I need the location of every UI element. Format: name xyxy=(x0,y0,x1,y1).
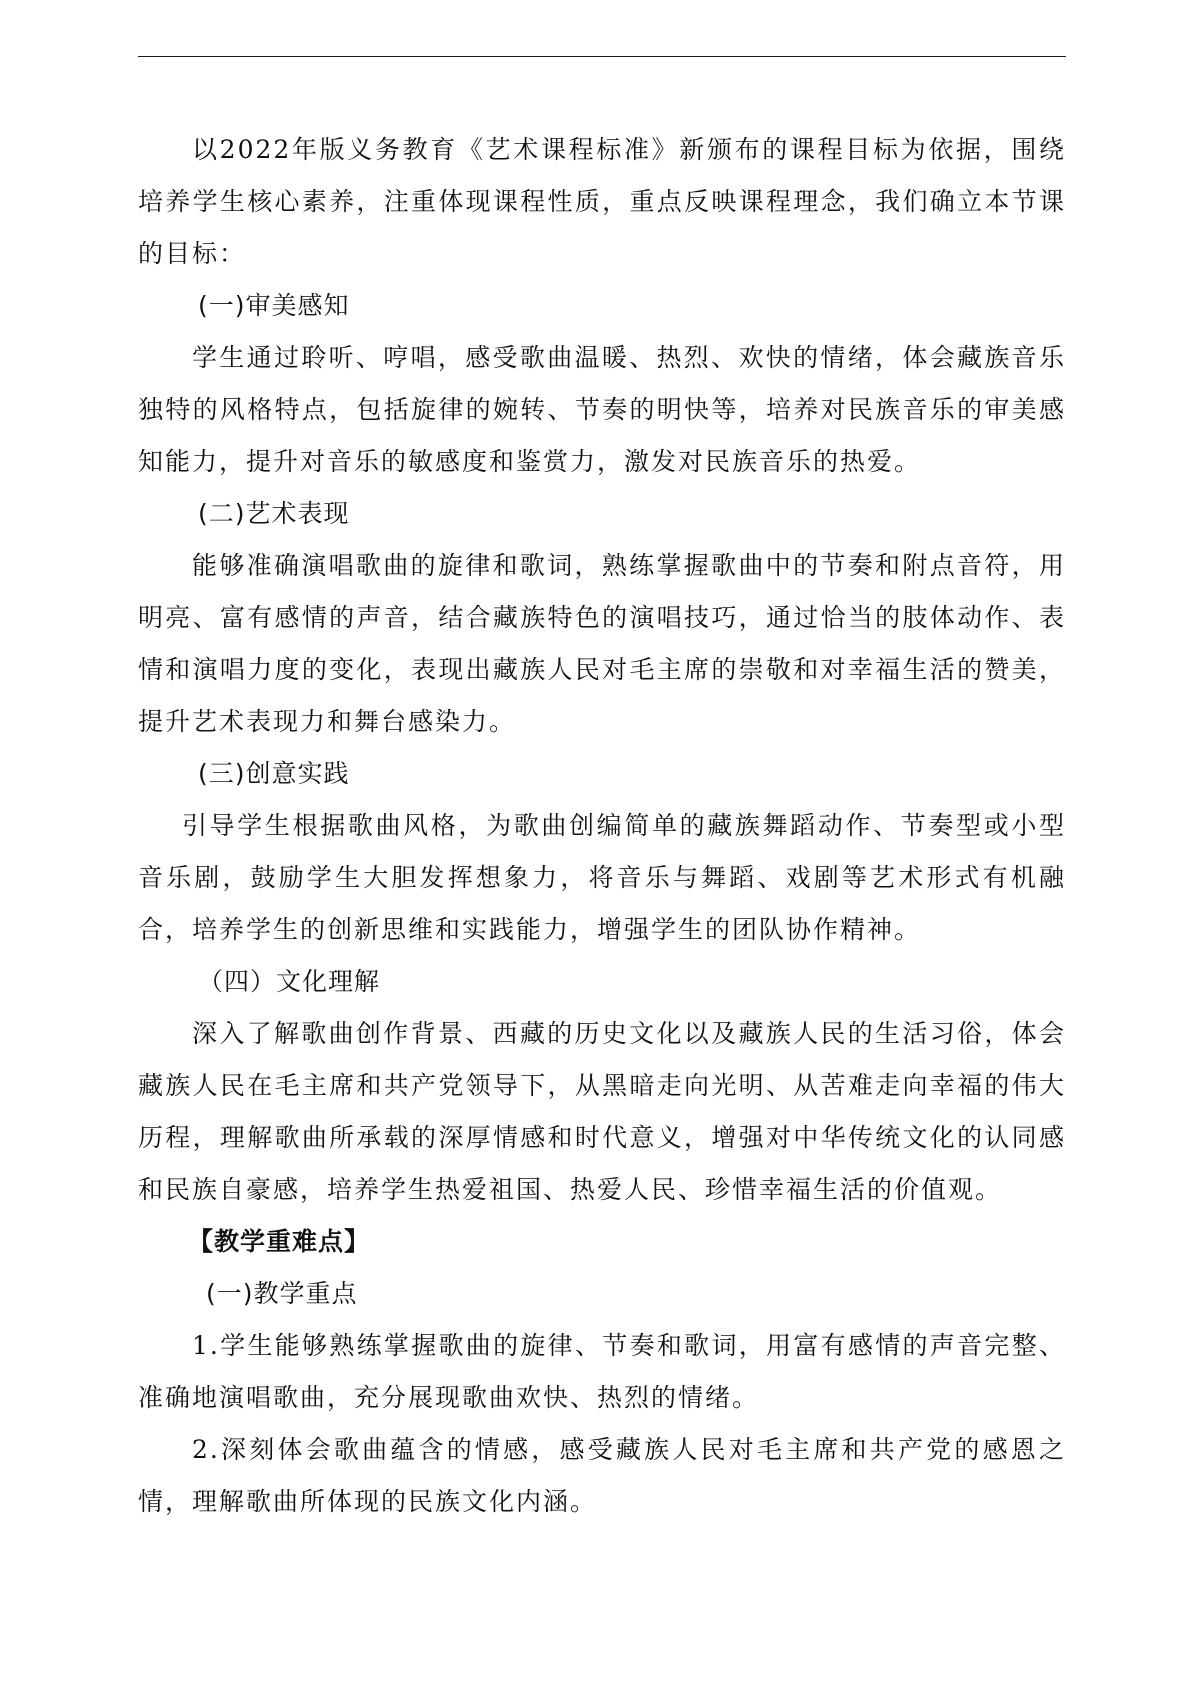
section-body-aesthetic-perception: 学生通过聆听、哼唱，感受歌曲温暖、热烈、欢快的情绪，体会藏族音乐独特的风格特点，包括旋律的婉转、节奏的明快等，培养对民族音乐的审美感知能力，提升对音乐的敏感度和鉴赏力，激发对民族音乐的热爱。 xyxy=(138,343,1066,476)
key-point-item-1: 1.学生能够熟练掌握歌曲的旋律、节奏和歌词，用富有感情的声音完整、准确地演唱歌曲，充分展现歌曲欢快、热烈的情绪。 xyxy=(138,1331,1066,1412)
section-body-cultural-understanding: 深入了解歌曲创作背景、西藏的历史文化以及藏族人民的生活习俗，体会藏族人民在毛主席和共产党领导下，从黑暗走向光明、从苦难走向幸福的伟大历程，理解歌曲所承载的深厚情感和时代意义，增强对中华传统文化的认同感和民族自豪感，培养学生热爱祖国、热爱人民、珍惜幸福生活的价值观。 xyxy=(138,1019,1066,1204)
section-heading-aesthetic-perception: (一)审美感知 xyxy=(198,291,350,320)
document-body xyxy=(138,124,1066,1528)
key-point-item-2: 2.深刻体会歌曲蕴含的情感，感受藏族人民对毛主席和共产党的感恩之情，理解歌曲所体现的民族文化内涵。 xyxy=(138,1435,1066,1516)
section-body-artistic-expression: 能够准确演唱歌曲的旋律和歌词，熟练掌握歌曲中的节奏和附点音符，用明亮、富有感情的声音，结合藏族特色的演唱技巧，通过恰当的肢体动作、表情和演唱力度的变化，表现出藏族人民对毛主席的崇敬和对幸福生活的赞美，提升艺术表现力和舞台感染力。 xyxy=(138,551,1066,736)
section-heading-artistic-expression: (二)艺术表现 xyxy=(198,499,350,528)
header-rule xyxy=(138,56,1066,57)
key-points-sub-heading: (一)教学重点 xyxy=(206,1279,358,1308)
section-body-creative-practice: 引导学生根据歌曲风格，为歌曲创编简单的藏族舞蹈动作、节奏型或小型音乐剧，鼓励学生大胆发挥想象力，将音乐与舞蹈、戏剧等艺术形式有机融合，培养学生的创新思维和实践能力，增强学生的团队协作精神。 xyxy=(138,811,1066,944)
section-heading-cultural-understanding: （四）文化理解 xyxy=(198,967,381,996)
intro-paragraph: 以2022年版义务教育《艺术课程标准》新颁布的课程目标为依据，围绕培养学生核心素养，注重体现课程性质，重点反映课程理念，我们确立本节课的目标： xyxy=(138,135,1066,268)
key-points-title: 【教学重难点】 xyxy=(188,1227,371,1256)
section-heading-creative-practice: (三)创意实践 xyxy=(198,759,350,788)
